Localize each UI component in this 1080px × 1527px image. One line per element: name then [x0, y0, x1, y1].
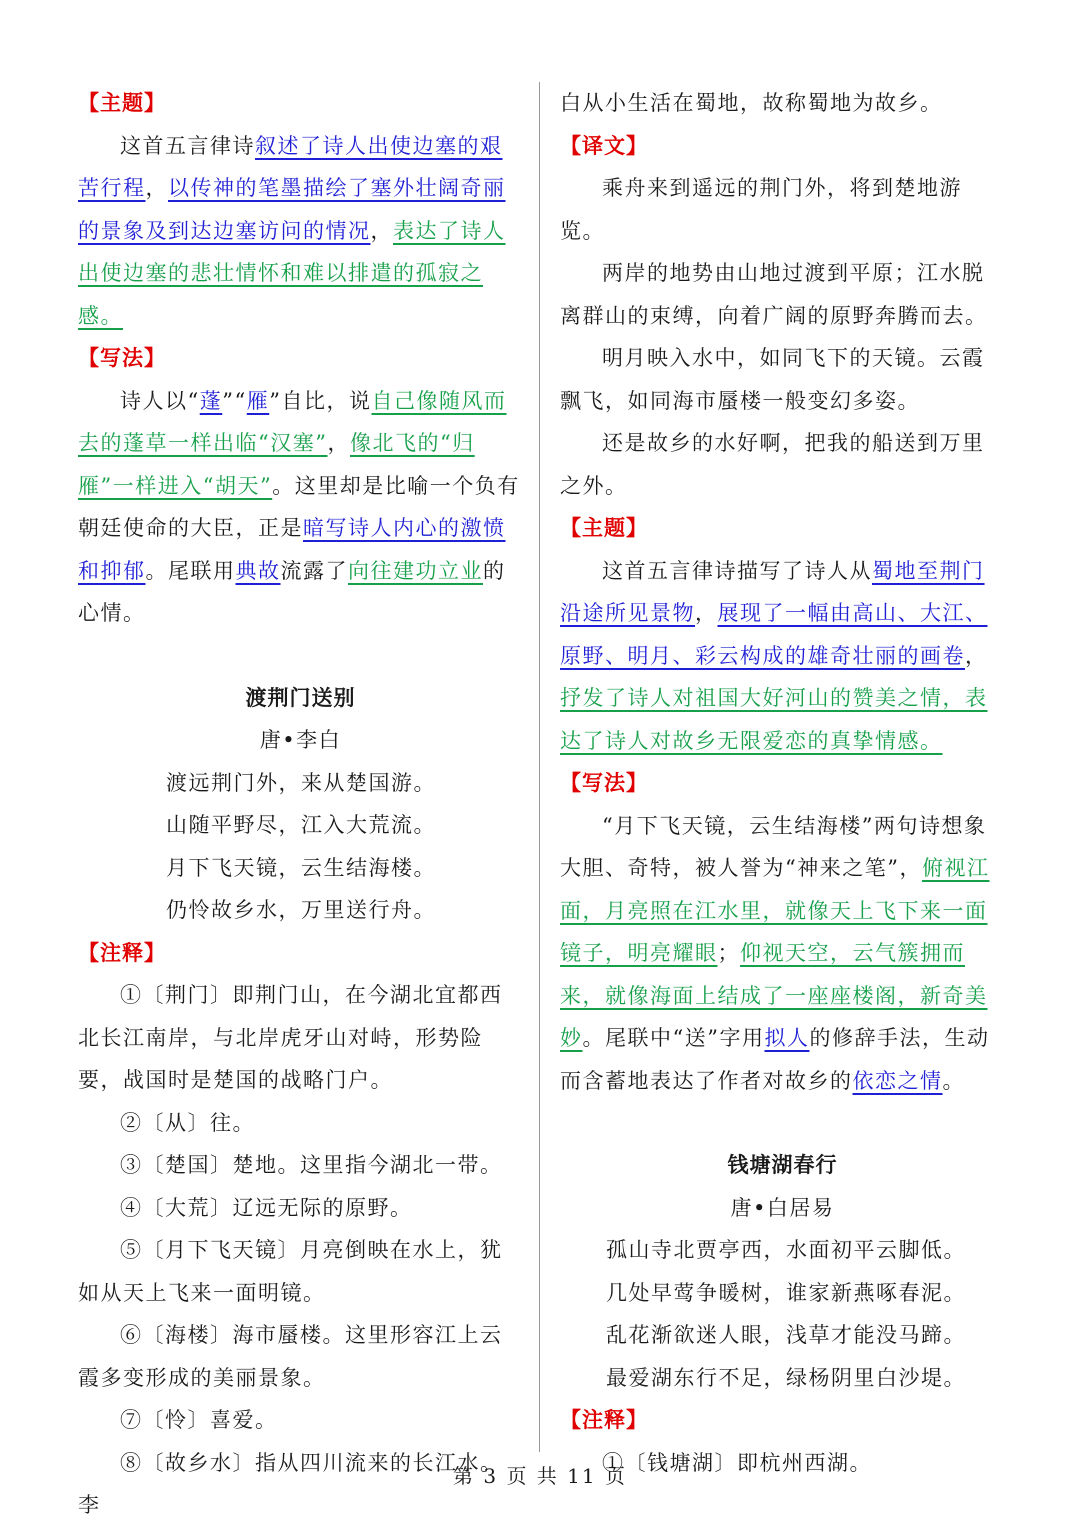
text: 这首五言律诗: [120, 133, 255, 158]
poem-line: 山随平野尽，江入大荒流。: [166, 813, 436, 837]
highlight-green: 向往建功立业: [348, 558, 483, 583]
text: ”自比，说: [269, 388, 372, 413]
spacer: [78, 635, 523, 677]
translation-line: 明月映入水中，如同飞下的天镜。云霞飘飞，如同海市蜃楼一般变幻多姿。: [560, 346, 985, 413]
highlight-green: 抒发了诗人对祖国大好河山的赞美之情，表达了诗人对故乡无限爱恋的真挚情感。: [560, 686, 988, 753]
highlight-blue: 依恋之情: [852, 1068, 943, 1093]
translation-line: 还是故乡的水好啊，把我的船送到万里之外。: [560, 431, 985, 498]
method-paragraph: [78, 380, 523, 635]
text: 。这里却是比喻一个负有朝廷使命的大臣，正是: [78, 473, 520, 540]
poem-line: 几处早莺争暖树，谁家新燕啄春泥。: [606, 1280, 966, 1305]
section-heading-method: 【写法】: [560, 771, 648, 795]
text: ”“: [222, 388, 247, 413]
note-item: ⑦〔怜〕喜爱。: [120, 1408, 278, 1432]
right-column: [560, 82, 1005, 1484]
note-item: ①〔荆门〕即荆门山，在今湖北宜都西北长江南岸，与北岸虎牙山对峙，形势险要，战国时是楚国的战略门户。: [78, 983, 503, 1092]
highlight-green: 仰视天空，云气簇拥而来，就像海面上结成了一座座楼阁，新奇美妙: [560, 941, 988, 1050]
text: 诗人以“: [120, 388, 200, 413]
highlight-blue: 展现了一幅由高山、大江、原野、明月、彩云构成的雄奇壮丽的画卷: [560, 601, 988, 668]
theme-paragraph: [560, 550, 1005, 763]
note-item: ④〔大荒〕辽远无际的原野。: [120, 1195, 413, 1220]
note-item: ①〔钱塘湖〕即杭州西湖。: [602, 1450, 872, 1475]
section-heading-notes: 【注释】: [560, 1408, 648, 1432]
text: ，: [370, 218, 393, 243]
note-item: ⑥〔海楼〕海市蜃楼。这里形容江上云霞多变形成的美丽景象。: [78, 1323, 503, 1390]
highlight-blue: 以传神的笔墨描绘了塞外壮阔奇丽的景象及到达边塞访问的情况: [78, 176, 506, 243]
note-item: ⑤〔月下飞天镜〕月亮倒映在水上，犹如从天上飞来一面明镜。: [78, 1238, 503, 1305]
translation-line: 两岸的地势由山地过渡到平原；江水脱离群山的束缚，向着广阔的原野奔腾而去。: [560, 261, 988, 328]
section-heading-translation: 【译文】: [560, 133, 648, 158]
highlight-blue: 典故: [235, 558, 281, 583]
left-column: [78, 82, 523, 1527]
highlight-blue: 拟人: [764, 1026, 810, 1050]
poem-author: 唐•李白: [259, 728, 342, 752]
highlight-blue: 叙述了诗人出使边塞的艰苦行程: [78, 133, 503, 200]
poem-title: 钱塘湖春行: [727, 1153, 838, 1177]
text: ；: [717, 941, 740, 965]
highlight-green: 像北飞的“归雁”一样进入“胡天”: [78, 431, 475, 498]
poem-line: 仍怜故乡水，万里送行舟。: [166, 898, 436, 922]
text: ，: [695, 601, 718, 625]
poem-line: 乱花渐欲迷人眼，浅草才能没马蹄。: [606, 1323, 966, 1347]
section-heading-theme: 【主题】: [78, 91, 166, 115]
spacer: [560, 1102, 1005, 1144]
poem-line: 孤山寺北贾亭西，水面初平云脚低。: [606, 1238, 966, 1262]
text: “月下飞天镜，云生结海楼”两句诗想象大胆、奇特，被人誉为“神来之笔”，: [560, 813, 987, 880]
continued-note: 白从小生活在蜀地，故称蜀地为故乡。: [560, 91, 943, 115]
poem-title: 渡荆门送别: [245, 685, 356, 710]
text: 流露了: [280, 558, 348, 583]
note-item: ②〔从〕往。: [120, 1110, 255, 1135]
text: 。尾联用: [145, 558, 236, 583]
text: 的心情。: [78, 558, 506, 625]
highlight-blue: 蜀地至荆门沿途所见景物: [560, 558, 985, 625]
text: ，: [327, 431, 350, 455]
note-item: ③〔楚国〕楚地。这里指今湖北一带。: [120, 1153, 503, 1177]
poem-line: 渡远荆门外，来从楚国游。: [166, 770, 436, 795]
section-heading-theme: 【主题】: [560, 516, 648, 540]
highlight-green: 表达了诗人出使边塞的悲壮情怀和难以排遣的孤寂之感。: [78, 218, 506, 328]
theme-paragraph: [78, 125, 523, 338]
translation-line: 乘舟来到遥远的荆门外，将到楚地游览。: [560, 176, 962, 243]
text: 。尾联中“送”字用: [582, 1026, 765, 1050]
method-paragraph: [560, 805, 1005, 1103]
section-heading-notes: 【注释】: [78, 940, 166, 965]
column-divider: [539, 82, 540, 1452]
highlight-green: 俯视江面，月亮照在江水里，就像天上飞下来一面镜子，明亮耀眼: [560, 856, 990, 965]
highlight-blue: 暗写诗人内心的激愤和抑郁: [78, 516, 506, 583]
text: 这首五言律诗描写了诗人从: [602, 558, 872, 583]
text: 的修辞手法，生动而含蓄地表达了作者对故乡的: [560, 1026, 990, 1093]
page-footer: 第 3 页 共 11 页: [453, 1464, 627, 1488]
note-item: ⑧〔故乡水〕指从四川流来的长江水。李: [78, 1450, 503, 1517]
section-heading-method: 【写法】: [78, 346, 166, 370]
highlight-blue: 雁: [246, 388, 270, 413]
text: ，: [965, 643, 988, 668]
poem-line: 最爱湖东行不足，绿杨阴里白沙堤。: [606, 1365, 966, 1390]
highlight-blue: 蓬: [199, 388, 223, 413]
text: 。: [942, 1068, 965, 1093]
poem-author: 唐•白居易: [730, 1195, 835, 1220]
highlight-green: 自己像随风而去的蓬草一样出临“汉塞”: [78, 388, 507, 455]
poem-line: 月下飞天镜，云生结海楼。: [166, 855, 436, 880]
text: ，: [145, 176, 168, 200]
